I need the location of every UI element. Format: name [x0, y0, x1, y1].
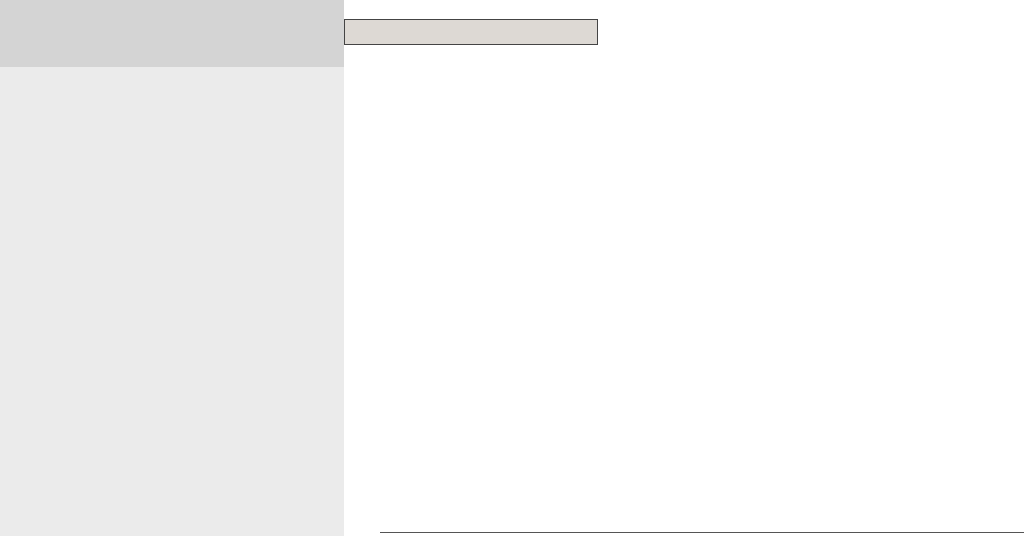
- left-panel-background: [0, 0, 344, 536]
- month-input[interactable]: [344, 19, 598, 45]
- title-band: [0, 0, 344, 67]
- bottom-divider: [380, 532, 1024, 533]
